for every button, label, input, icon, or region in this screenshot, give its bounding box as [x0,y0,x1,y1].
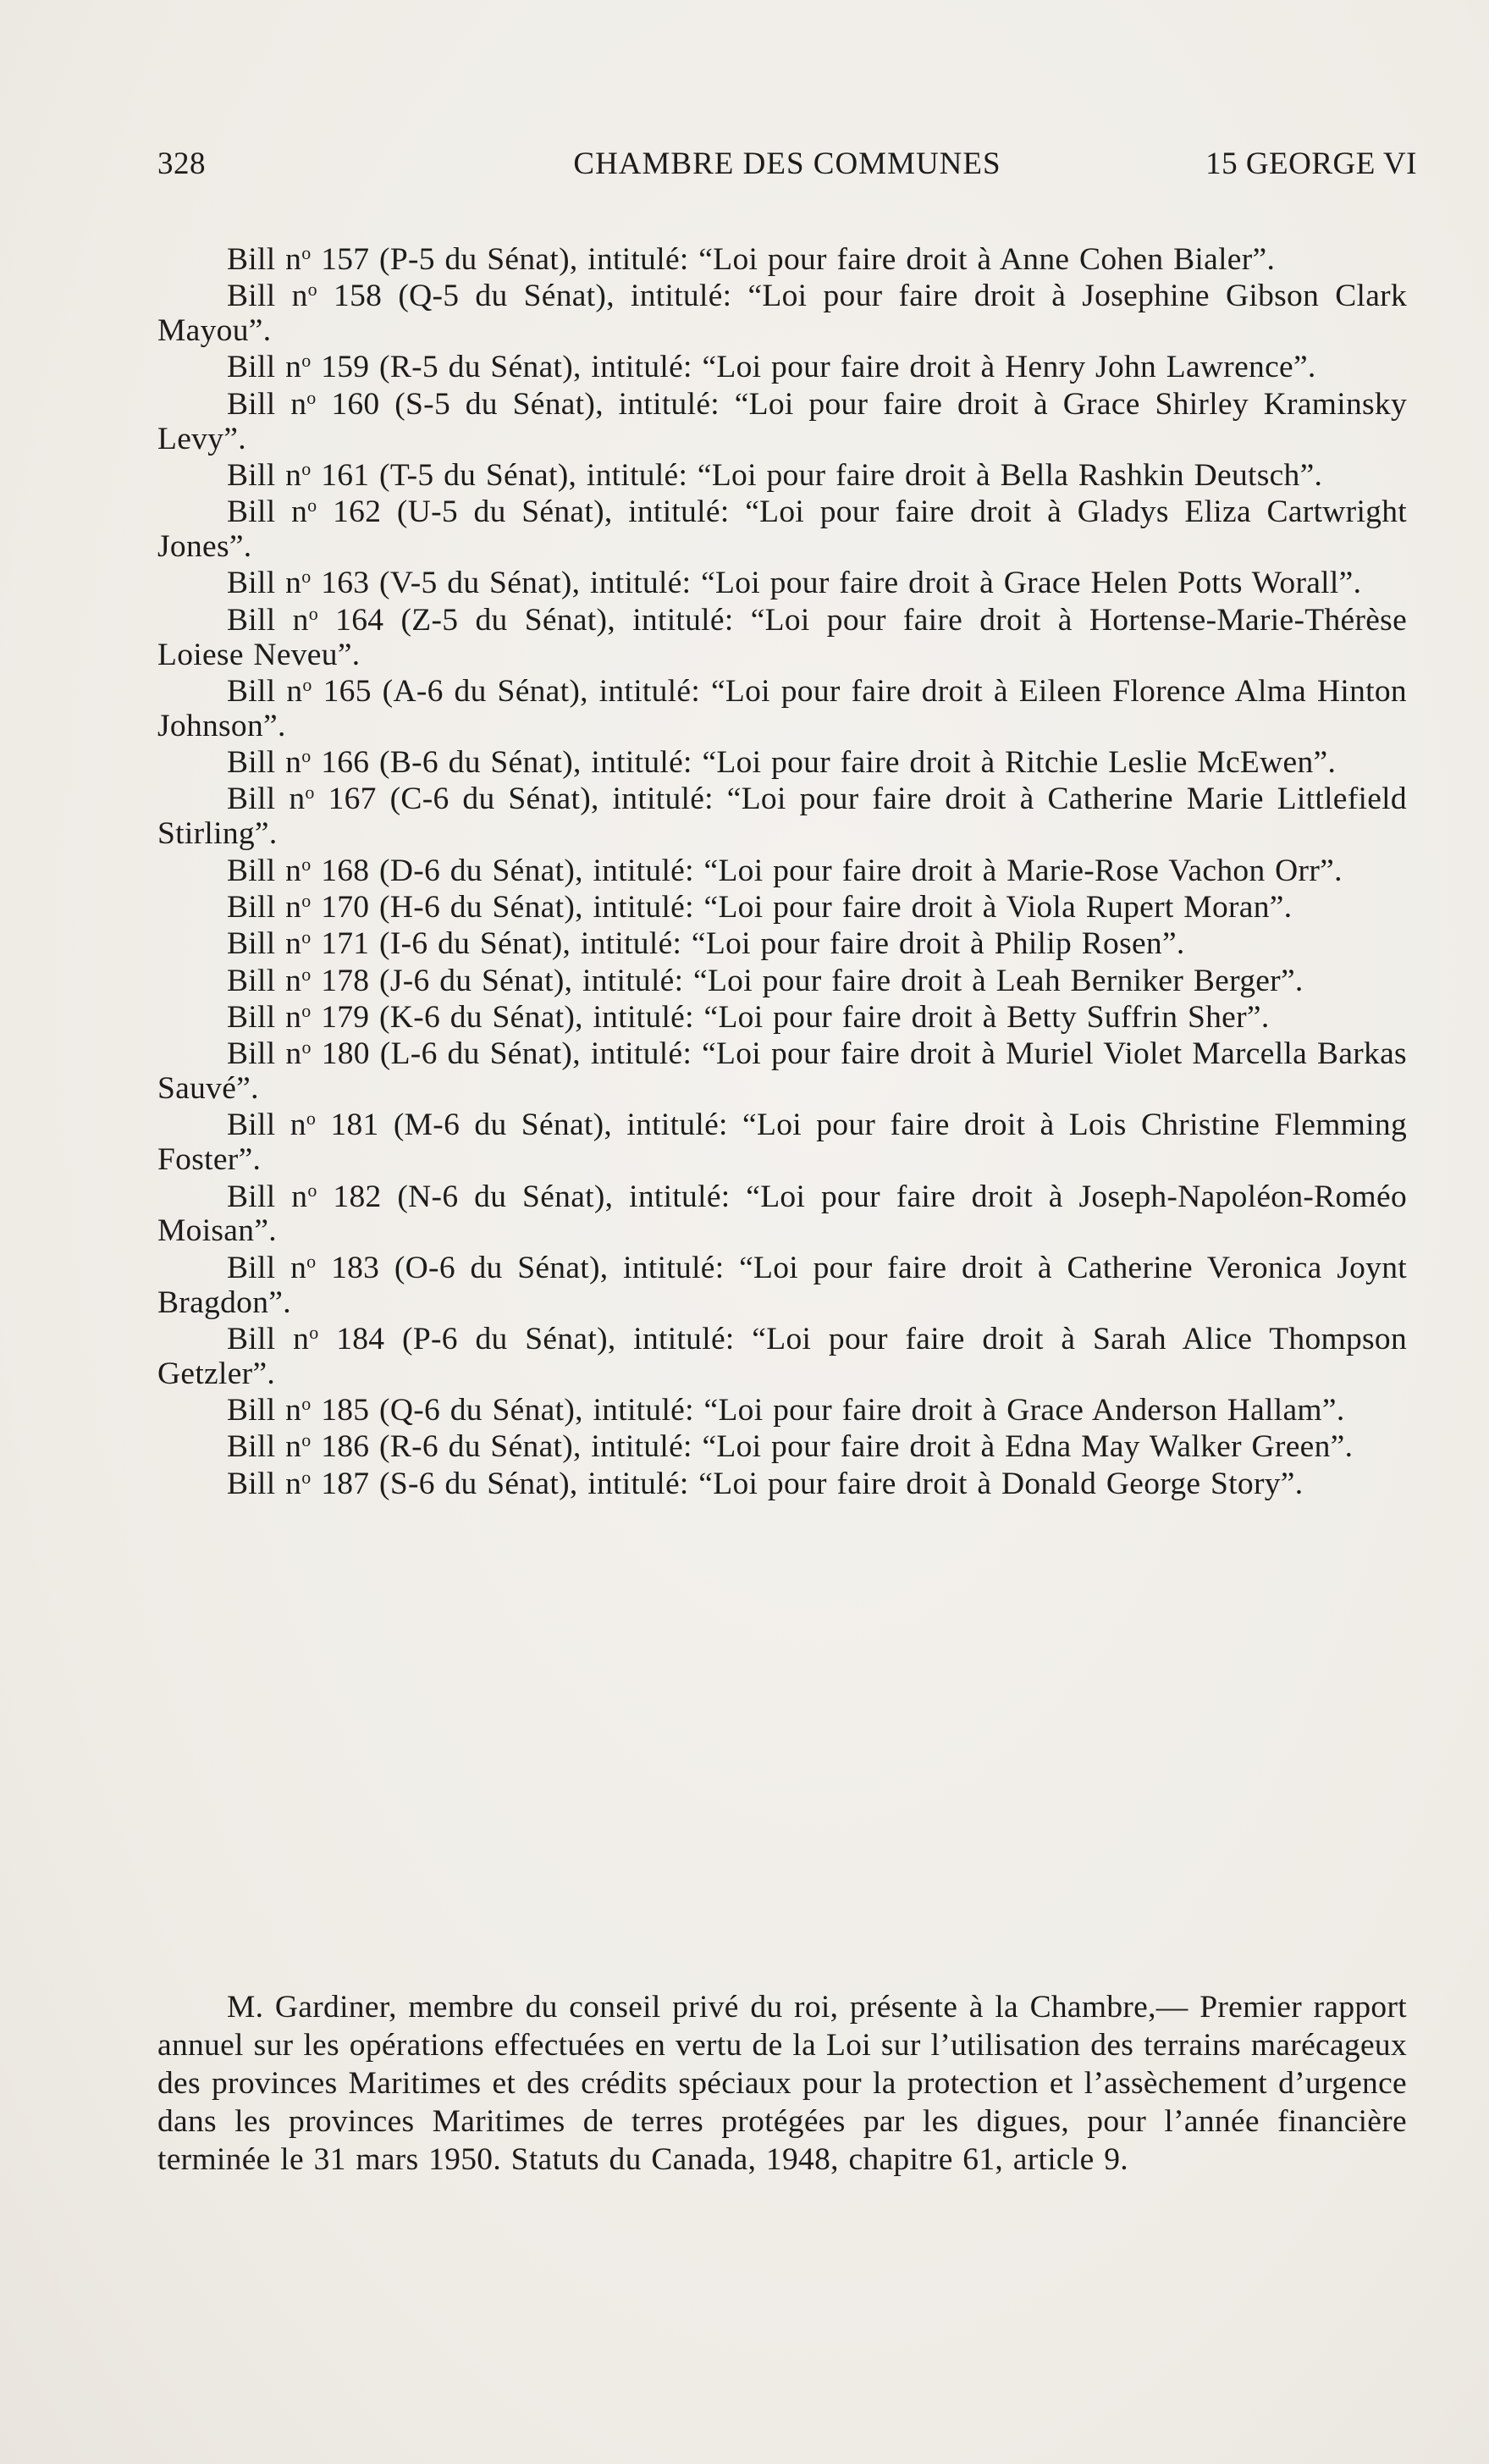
titled-label: intitulé: [591,745,692,781]
bill-entry [157,459,1407,494]
senate-code: (N-6 du Sénat), [397,1179,614,1214]
titled-label: intitulé: [591,1429,692,1465]
law-suffix: ”. [254,1213,277,1249]
bill-entry [157,964,1407,999]
beneficiary-name: Josephine Gibson Clark Mayou [157,279,1408,349]
beneficiary-name: Grace Anderson Hallam [1006,1392,1322,1428]
beneficiary-name: Gladys Eliza Cartwright Jones [157,494,1407,565]
running-title: CHAMBRE DES COMMUNES [573,146,1001,181]
titled-label: intitulé: [612,782,714,817]
law-prefix: “Loi pour faire droit à [698,242,992,277]
law-suffix: ”. [337,637,361,672]
bill-number-label: Bill $n^o$ 187 [227,1466,370,1501]
senate-code: (S-5 du Sénat), [394,386,604,422]
titled-label: intitulé: [631,279,732,314]
page-number: 328 [157,146,206,181]
law-suffix: ”. [1246,999,1270,1035]
titled-label: intitulé: [618,386,720,422]
beneficiary-name: Grace Shirley Kraminsky Levy [157,386,1407,456]
bill-list [157,243,1407,1504]
titled-label: intitulé: [623,1250,725,1285]
bill-number-label: Bill $n^o$ 165 [227,673,372,709]
bill-number-label: Bill $n^o$ 162 [227,494,382,530]
titled-label: intitulé: [582,963,684,998]
senate-code: (V-5 du Sénat), [379,566,581,601]
bill-entry [157,351,1407,385]
law-prefix: “Loi pour faire droit à [750,602,1073,638]
titled-label: intitulé: [593,1392,694,1428]
law-suffix: ”. [252,1356,276,1391]
bill-entry [157,782,1407,852]
bill-number-label: Bill $n^o$ 161 [227,457,370,493]
beneficiary-name: Edna May Walker Green [1005,1429,1331,1465]
bill-entry [157,566,1407,601]
titled-label: intitulé: [593,853,694,888]
beneficiary-name: Joseph-Napoléon-Roméo Moisan [157,1179,1408,1249]
senate-code: (P-5 du Sénat), [379,242,578,277]
bill-number-label: Bill $n^o$ 184 [227,1321,385,1356]
law-prefix: “Loi pour faire droit à [745,494,1062,530]
law-suffix: ”. [223,421,246,456]
law-suffix: ”. [238,1142,262,1178]
bill-number-label: Bill $n^o$ 170 [227,889,370,925]
senate-code: (B-6 du Sénat), [379,745,582,781]
senate-code: (H-6 du Sénat), [379,889,583,925]
law-prefix: “Loi pour faire droit à [702,350,995,385]
titled-label: intitulé: [626,1108,728,1143]
bill-entry [157,1108,1407,1178]
senate-code: (R-6 du Sénat), [379,1429,582,1465]
bill-number-label: Bill $n^o$ 157 [227,242,370,277]
titled-label: intitulé: [633,1321,735,1356]
bill-number-label: Bill $n^o$ 185 [227,1392,370,1428]
senate-code: (K-6 du Sénat), [379,999,583,1035]
bill-number-label: Bill $n^o$ 180 [227,1036,370,1072]
bill-number-label: Bill $n^o$ 158 [227,279,383,314]
bill-number-label: Bill $n^o$ 167 [227,782,377,817]
titled-label: intitulé: [587,1466,689,1501]
bill-number-label: Bill $n^o$ 166 [227,745,370,781]
bill-entry [157,1323,1407,1392]
beneficiary-name: Donald George Story [1001,1466,1281,1501]
titled-label: intitulé: [586,457,688,493]
beneficiary-name: Catherine Marie Littlefield Stirling [157,782,1407,852]
beneficiary-name: Betty Suffrin Sher [1006,999,1247,1035]
law-prefix: “Loi pour faire droit à [703,853,997,888]
titled-label: intitulé: [629,1179,731,1214]
bill-entry [157,854,1407,889]
bill-entry [157,243,1407,278]
beneficiary-name: Leah Berniker Berger [995,963,1281,998]
bill-entry [157,604,1407,673]
beneficiary-name: Lois Christine Flemming Foster [157,1108,1408,1178]
bill-number-label: Bill $n^o$ 182 [227,1179,382,1214]
beneficiary-name: Philip Rosen [994,926,1162,962]
senate-code: (Z-5 du Sénat), [400,602,616,638]
law-suffix: ”. [1338,566,1362,601]
senate-code: (I-6 du Sénat), [379,926,571,962]
bill-entry [157,1394,1407,1428]
senate-code: (D-6 du Sénat), [379,853,583,888]
bill-number-label: Bill $n^o$ 160 [227,386,380,422]
bill-entry [157,1467,1407,1502]
bill-entry [157,279,1407,349]
beneficiary-name: Viola Rupert Moran [1006,889,1270,925]
titled-label: intitulé: [587,242,689,277]
law-suffix: ”. [1320,853,1343,888]
law-prefix: “Loi pour faire droit à [698,1466,992,1501]
bill-number-label: Bill $n^o$ 186 [227,1429,370,1465]
bill-entry [157,495,1407,565]
bill-entry [157,746,1407,781]
titled-label: intitulé: [628,494,730,530]
bill-entry [157,1001,1407,1036]
law-suffix: ”. [1252,242,1276,277]
beneficiary-name: Ritchie Leslie McEwen [1005,745,1314,781]
bill-entry [157,891,1407,925]
titled-label: intitulé: [590,1036,692,1072]
bill-entry [157,1180,1407,1250]
bill-entry [157,1251,1407,1321]
law-prefix: “Loi pour faire droit à [739,1250,1052,1285]
senate-code: (J-6 du Sénat), [379,963,573,998]
beneficiary-name: Anne Cohen Bialer [999,242,1253,277]
senate-code: (P-6 du Sénat), [402,1321,616,1356]
reign-label: 15 GEORGE VI [1205,146,1417,181]
bill-number-label: Bill $n^o$ 183 [227,1250,380,1285]
beneficiary-name: Henry John Lawrence [1005,350,1293,385]
law-prefix: “Loi pour faire droit à [726,782,1034,817]
beneficiary-name: Marie-Rose Vachon Orr [1006,853,1321,888]
titled-label: intitulé: [593,999,694,1035]
beneficiary-name: Catherine Veronica Joynt Bragdon [157,1250,1407,1320]
beneficiary-name: Muriel Violet Marcella Barkas Sauvé [157,1036,1407,1107]
law-prefix: “Loi pour faire droit à [691,926,984,962]
bill-number-label: Bill $n^o$ 164 [227,602,384,638]
senate-code: (U-5 du Sénat), [396,494,613,530]
law-suffix: ”. [1293,350,1316,385]
senate-code: (R-5 du Sénat), [379,350,582,385]
beneficiary-name: Bella Rashkin Deutsch [1000,457,1300,493]
law-prefix: “Loi pour faire droit à [703,999,997,1035]
bill-number-label: Bill $n^o$ 178 [227,963,370,998]
titled-label: intitulé: [580,926,682,962]
law-suffix: ”. [229,529,252,565]
bill-entry [157,1430,1407,1465]
bill-entry [157,1037,1407,1107]
law-prefix: “Loi pour faire droit à [703,889,997,925]
law-suffix: ”. [1280,963,1304,998]
law-prefix: “Loi pour faire droit à [734,386,1048,422]
law-prefix: “Loi pour faire droit à [710,673,1008,709]
senate-code: (C-6 du Sénat), [389,782,599,817]
senate-code: (L-6 du Sénat), [379,1036,581,1072]
bill-number-label: Bill $n^o$ 171 [227,926,370,962]
law-suffix: ”. [1161,926,1185,962]
report-paragraph: M. Gardiner, membre du conseil privé du roi, présente à la Chambre,— Premier rapport annuel sur les opérations effectuées en vertu de la Loi sur l’utilisation des terrains marécageux des provinces Maritimes et des crédits spéciaux pour la protection et l’assèchement d’urgence dans les provinces Maritimes de terres protégées par les digues, pour l’année financière terminée le 31 mars 1950. Statuts du Canada, 1948, chapitre 61, article 9. [157,1990,1407,2177]
law-suffix: ”. [1330,1429,1354,1465]
titled-label: intitulé: [590,566,692,601]
bill-entry [157,927,1407,962]
law-suffix: ”. [248,313,272,349]
senate-code: (Q-5 du Sénat), [398,279,615,314]
bill-number-label: Bill $n^o$ 163 [227,566,370,601]
law-prefix: “Loi pour faire droit à [693,963,987,998]
beneficiary-name: Eileen Florence Alma Hinton Johnson [157,673,1407,743]
beneficiary-name: Grace Helen Potts Worall [1003,566,1339,601]
bill-number-label: Bill $n^o$ 181 [227,1108,379,1143]
law-suffix: ”. [1269,889,1293,925]
senate-code: (T-5 du Sénat), [379,457,577,493]
bill-entry [157,388,1407,457]
law-prefix: “Loi pour faire droit à [702,1429,995,1465]
titled-label: intitulé: [598,673,701,709]
senate-code: (M-6 du Sénat), [393,1108,613,1143]
law-prefix: “Loi pour faire droit à [701,566,995,601]
beneficiary-name: Sarah Alice Thompson Getzler [157,1321,1408,1391]
law-prefix: “Loi pour faire droit à [697,457,990,493]
titled-label: intitulé: [591,350,692,385]
titled-label: intitulé: [632,602,734,638]
bill-number-label: Bill $n^o$ 168 [227,853,370,888]
law-suffix: ”. [268,1284,291,1320]
page-header [157,146,1417,196]
law-prefix: “Loi pour faire droit à [747,279,1067,314]
senate-code: (O-6 du Sénat), [394,1250,609,1285]
law-suffix: ”. [1299,457,1323,493]
law-suffix: ”. [263,708,286,743]
law-prefix: “Loi pour faire droit à [752,1321,1076,1356]
law-suffix: ”. [236,1071,259,1107]
beneficiary-name: Hortense-Marie-Thérèse Loiese Neveu [157,602,1408,672]
law-prefix: “Loi pour faire droit à [742,1108,1055,1143]
law-prefix: “Loi pour faire droit à [746,1179,1063,1214]
bill-number-label: Bill $n^o$ 159 [227,350,370,385]
law-suffix: ”. [1280,1466,1304,1501]
senate-code: (S-6 du Sénat), [379,1466,578,1501]
law-suffix: ”. [254,816,278,852]
bill-number-label: Bill $n^o$ 179 [227,999,370,1035]
senate-code: (Q-6 du Sénat), [379,1392,583,1428]
law-prefix: “Loi pour faire droit à [702,745,995,781]
law-prefix: “Loi pour faire droit à [703,1392,997,1428]
bill-entry [157,675,1407,744]
titled-label: intitulé: [593,889,694,925]
law-suffix: ”. [1321,1392,1345,1428]
senate-code: (A-6 du Sénat), [382,673,588,709]
law-prefix: “Loi pour faire droit à [702,1036,996,1072]
law-suffix: ”. [1313,745,1337,781]
